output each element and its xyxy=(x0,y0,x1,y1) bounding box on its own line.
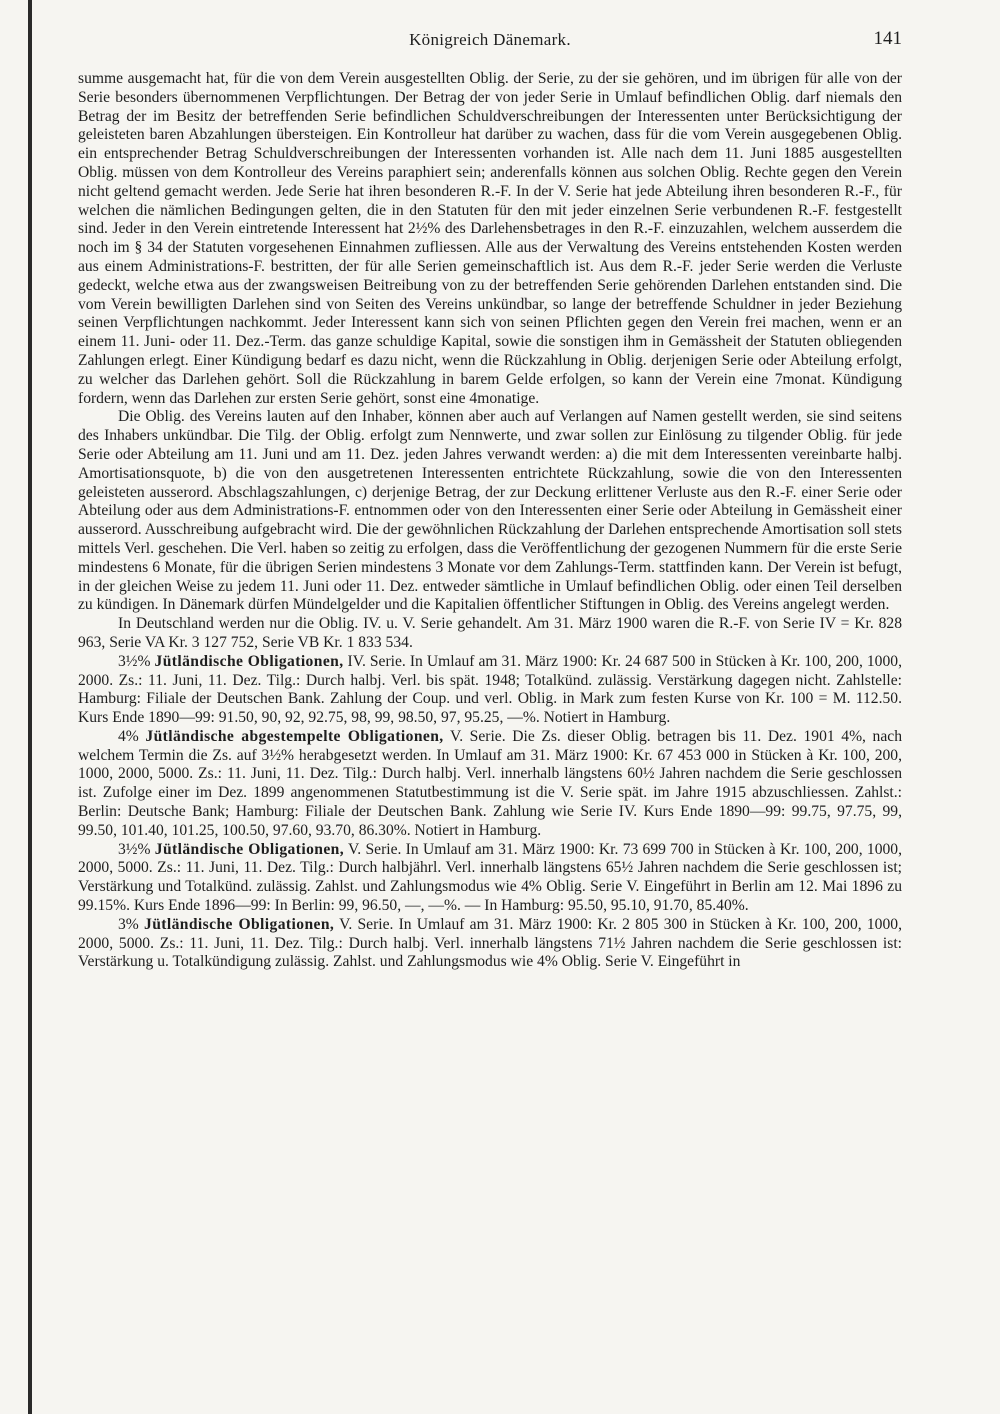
bond-rate: 3½% xyxy=(118,652,151,670)
bond-title: Jütländische Obligationen, xyxy=(154,652,344,670)
bond-text: V. Serie. Die Zs. dieser Oblig. betragen bis 11. Dez. 1901 4%, nach welchem Termin die Zs. auf 3½% herabgesetzt werden. In Umlauf am 31. März 1900: Kr. 67 453 000 in Stücken à Kr. 100, 200, 1000, 2000, 5000. Zs.: 11. Juni, 11. Dez. Tilg.: Durch halbj. Verl. innerhalb längstens 60½ Jahren nachdem die Serie geschlossen ist. Zufolge einer im Dez. 1899 angenommenen Statutbestimmung ist die V. Serie spät. im Jahre 1915 abzuschliessen. Zahlst.: Berlin: Deutsche Bank; Hamburg: Filiale der Deutschen Bank. Zahlung wie Serie IV. Kurs Ende 1890—99: 99.75, 97.75, 99, 99.50, 101.40, 101.25, 100.50, 97.60, 93.70, 86.30%. Notiert in Hamburg. xyxy=(78,727,902,839)
bond-rate: 3½% xyxy=(118,840,151,858)
page-header xyxy=(78,26,902,60)
running-title: Königreich Dänemark. xyxy=(409,30,571,49)
page-edge-rule xyxy=(28,0,32,1414)
page-number: 141 xyxy=(873,28,902,49)
document-page xyxy=(78,26,902,972)
bond-title: Jütländische abgestempelte Obligationen, xyxy=(145,727,444,745)
paragraph-continuation: summe ausgemacht hat, für die von dem Verein ausgestellten Oblig. der Serie, zu der sie gehören, und im übrigen für alle von der Serie besonders übernommenen Verpflichtungen. Der Betrag der von jeder Serie in Umlauf befindlichen Oblig. darf niemals den Betrag der im Besitz der betreffenden Serie befindlichen Schuldverschreibungen der Interessenten unter Berücksichtigung der geleisteten baren Abzahlungen übersteigen. Ein Kontrolleur hat darüber zu wachen, dass für die vom Verein ausgegebenen Oblig. ein entsprechender Betrag Schuldverschreibungen der Interessenten vorhanden ist. Alle nach dem 11. Juni 1885 ausgestellten Oblig. müssen von dem Kontrolleur des Vereins paraphiert sein; anderenfalls können aus solchen Oblig. Rechte gegen den Verein nicht geltend gemacht werden. Jede Serie hat ihren besonderen R.-F. In der V. Serie hat jede Abteilung ihren besonderen R.-F., für welchen die nämlichen Bedingungen gelten, die in den Statuten für den mit jeder einzelnen Serie verbundenen R.-F. festgestellt sind. Jeder in den Verein eintretende Interessent hat 2½% des Darlehensbetrages in den R.-F. einzuzahlen, welchem ausserdem die noch im § 34 der Statuten vorgesehenen Einnahmen zufliessen. Alle aus der Verwaltung des Vereins entstehenden Kosten werden aus einem Administrations-F. bestritten, der für alle Serien gemeinschaftlich ist. Aus dem R.-F. jeder Serie werden die Verluste gedeckt, welche etwa aus der zwangsweisen Beitreibung von zu der betreffenden Serie gehörenden Darlehen entstanden sind. Die vom Verein bewilligten Darlehen sind von Seiten des Vereins unkündbar, so lange der betreffende Schuldner in jeder Beziehung seinen Verpflichtungen nachkommt. Jeder Interessent kann sich von seinen Pflichten gegen den Verein frei machen, wenn er an einem 11. Juni- oder 11. Dez.-Term. das ganze schuldige Kapital, sowie die sonstigen ihm in Gemässheit der Statuten obliegenden Zahlungen erlegt. Einer Kündigung bedarf es dazu nicht, wenn die Rückzahlung in Oblig. derjenigen Serie oder Abteilung erfolgt, zu welcher das Darlehen gehört. Soll die Rückzahlung in barem Gelde erfolgen, so kann der Verein eine 7monat. Kündigung fordern, wenn das Darlehen zur ersten Serie gehört, sonst eine 4monatige. xyxy=(78,70,902,407)
bond-text: V. Serie. In Umlauf am 31. März 1900: Kr. 73 699 700 in Stücken à Kr. 100, 200, 1000, 2000, 5000. Zs.: 11. Juni, 11. Dez. Tilg.: Durch halbjährl. Verl. innerhalb längstens 65½ Jahren nachdem die Serie geschlossen ist; Verstärkung und Totalkünd. zulässig. Zahlst. und Zahlungsmodus wie 4% Oblig. Serie V. Eingeführt in Berlin am 12. Mai 1896 zu 99.15%. Kurs Ende 1896—99: In Berlin: 99, 96.50, —, —%. — In Hamburg: 95.50, 95.10, 91.70, 85.40%. xyxy=(78,840,902,915)
bond-text: IV. Serie. In Umlauf am 31. März 1900: Kr. 24 687 500 in Stücken à Kr. 100, 200, 1000, 2000. Zs.: 11. Juni, 11. Dez. Tilg.: Durch halbj. Verl. bis spät. 1948; Totalkünd. zulässig. Verstärkung dagegen nicht. Zahlstelle: Hamburg: Filiale der Deutschen Bank. Zahlung der Coup. und verl. Oblig. in Mark zum festen Kurse von Kr. 100 = M. 112.50. Kurs Ende 1890—99: 91.50, 90, 92, 92.75, 98, 99, 98.50, 97, 95.25, —%. Notiert in Hamburg. xyxy=(78,652,902,727)
body-text xyxy=(78,70,902,972)
bond-rate: 4% xyxy=(118,727,139,745)
bond-entry xyxy=(78,916,902,972)
bond-entry xyxy=(78,728,902,841)
bond-entry xyxy=(78,841,902,916)
bond-entry xyxy=(78,653,902,728)
paragraph-germany: In Deutschland werden nur die Oblig. IV. u. V. Serie gehandelt. Am 31. März 1900 waren die R.-F. von Serie IV = Kr. 828 963, Serie VA Kr. 3 127 752, Serie VB Kr. 1 833 534. xyxy=(78,615,902,651)
bond-rate: 3% xyxy=(118,915,139,933)
bond-text: V. Serie. In Umlauf am 31. März 1900: Kr. 2 805 300 in Stücken à Kr. 100, 200, 1000, 2000, 5000. Zs.: 11. Juni, 11. Dez. Tilg.: Durch halbj. Verl. innerhalb längstens 71½ Jahren nachdem die Serie geschlossen ist: Verstärkung u. Totalkündigung zulässig. Zahlst. und Zahlungsmodus wie 4% Oblig. Serie V. Eingeführt in xyxy=(78,915,902,971)
paragraph-obligations: Die Oblig. des Vereins lauten auf den Inhaber, können aber auch auf Verlangen auf Namen gestellt werden, sie sind seitens des Inhabers unkündbar. Die Tilg. der Oblig. erfolgt zum Nennwerte, und zwar sollen zur Einlösung zu tilgender Oblig. für jede Serie oder Abteilung am 11. Juni und am 11. Dez. jeden Jahres verwandt werden: a) die mit dem Interessenten vereinbarte halbj. Amortisationsquote, b) die von den ausgetretenen Interessenten entrichtete Rückzahlung, sowie die von den Interessenten geleisteten ausserord. Abschlagszahlungen, c) derjenige Betrag, der zur Deckung erlittener Verluste aus den R.-F. einer Serie oder Abteilung oder aus dem Administrations-F. entnommen oder von den Interessenten einer Serie oder Abteilung in Gemässheit einer ausserord. Ausschreibung aufgebracht wird. Die der gewöhnlichen Rückzahlung der Darlehen entsprechende Amortisation soll stets mittels Verl. geschehen. Die Verl. haben so zeitig zu erfolgen, dass die Veröffentlichung der gezogenen Nummern für die erste Serie mindestens 6 Monate, für die übrigen Serien mindestens 3 Monate vor dem Zahlungs-Term. stattfinden kann. Der Verein ist befugt, in der gleichen Weise zu jedem 11. Juni oder 11. Dez. entweder sämtliche in Umlauf befindlichen Oblig. oder einen Teil derselben zu kündigen. In Dänemark dürfen Mündelgelder und die Kapitalien öffentlicher Stiftungen in Oblig. des Vereins angelegt werden. xyxy=(78,408,902,614)
bond-title: Jütländische Obligationen, xyxy=(144,915,335,933)
bond-title: Jütländische Obligationen, xyxy=(154,840,345,858)
